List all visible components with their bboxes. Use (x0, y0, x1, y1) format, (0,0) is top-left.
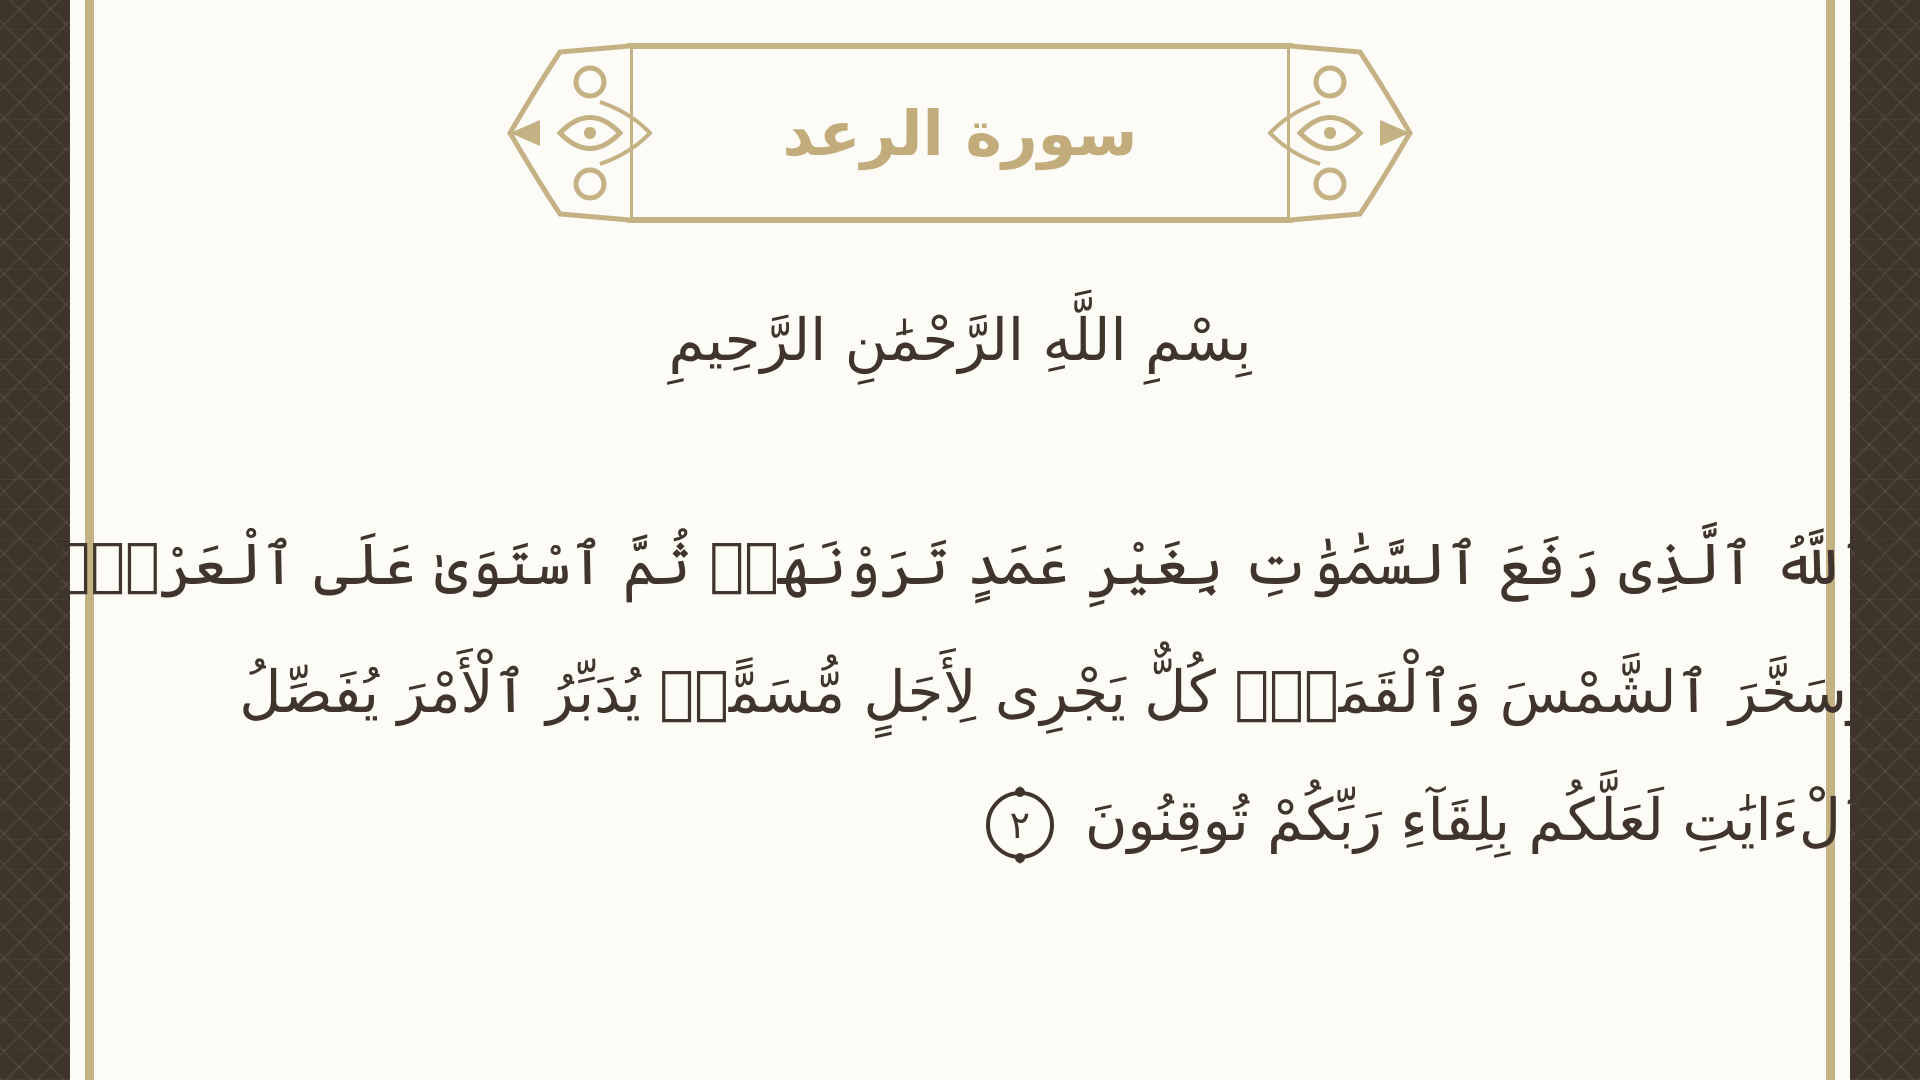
basmala: بِسْمِ اللَّهِ الرَّحْمَٰنِ الرَّحِيمِ (668, 306, 1252, 374)
mushaf-page (55, 0, 1875, 1080)
verse-block (55, 500, 1875, 884)
ayah-end-marker (979, 784, 1061, 866)
surah-title: سورة الرعد (782, 96, 1138, 170)
verse-line-3-text: ٱلْءَايَٰتِ لَعَلَّكُم بِلِقَآءِ رَبِّكُمْ تُوقِنُونَ (1084, 786, 1875, 854)
surah-title-cartouche (500, 42, 1420, 224)
verse-line-3 (215, 756, 1875, 884)
verse-line-2: وَسَخَّرَ ٱلشَّمْسَ وَٱلْقَمَرَۖ كُلٌّ يَجْرِى لِأَجَلٍ مُّسَمًّىۚ يُدَبِّرُ ٱلْأَمْرَ يُفَصِّلُ (239, 658, 1875, 726)
verse-line-1: ٱللَّهُ ٱلَّذِى رَفَعَ ٱلسَّمَٰوَٰتِ بِغَيْرِ عَمَدٍ تَرَوْنَهَاۖ ثُمَّ ٱسْتَوَىٰ عَلَى ٱلْعَرْشِۖ (55, 530, 1875, 598)
ayah-number: ٢ (1009, 802, 1031, 847)
